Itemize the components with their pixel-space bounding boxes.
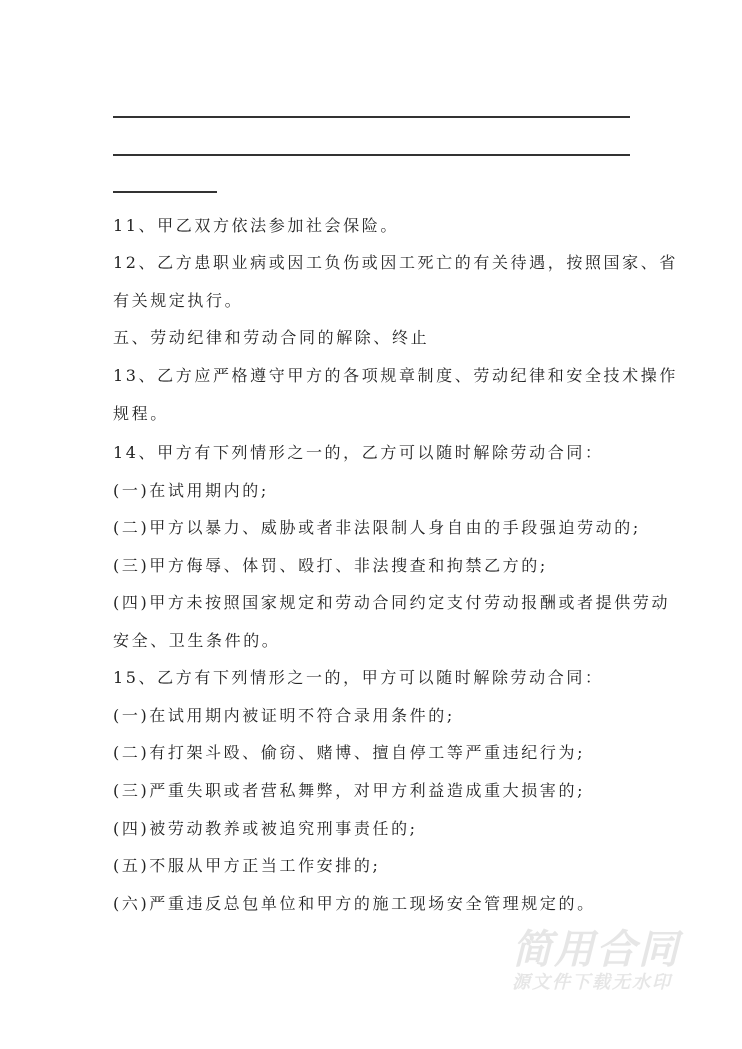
clause-13-cont: 规程。 xyxy=(113,404,169,423)
clause-14-item-cont: 安全、卫生条件的。 xyxy=(113,631,281,650)
blank-fill-line xyxy=(113,154,630,156)
clause-14-item: (一)在试用期内的; xyxy=(113,481,269,500)
clause-15-item: (三)严重失职或者营私舞弊，对甲方利益造成重大损害的; xyxy=(113,781,586,800)
clause-15-item: (二)有打架斗殴、偷窃、赌博、擅自停工等严重违纪行为; xyxy=(113,743,586,762)
watermark-subtitle: 源文件下载无水印 xyxy=(512,972,672,993)
clause-14-item: (四)甲方未按照国家规定和劳动合同约定支付劳动报酬或者提供劳动 xyxy=(113,593,671,612)
clause-15-item: (四)被劳动教养或被追究刑事责任的; xyxy=(113,819,418,838)
clause-14-item: (三)甲方侮辱、体罚、殴打、非法搜查和拘禁乙方的; xyxy=(113,556,548,575)
blank-fill-line xyxy=(113,116,630,118)
clause-15-item: (一)在试用期内被证明不符合录用条件的; xyxy=(113,706,455,725)
clause-15: 15、乙方有下列情形之一的，甲方可以随时解除劳动合同： xyxy=(113,668,604,687)
clause-11: 11、甲乙双方依法参加社会保险。 xyxy=(113,216,399,235)
watermark-logo: 简用合同 xyxy=(512,927,680,973)
clause-15-item: (五)不服从甲方正当工作安排的; xyxy=(113,856,381,875)
clause-15-item: (六)严重违反总包单位和甲方的施工现场安全管理规定的。 xyxy=(113,894,596,913)
clause-14-item: (二)甲方以暴力、威胁或者非法限制人身自由的手段强迫劳动的; xyxy=(113,518,641,537)
clause-12: 12、乙方患职业病或因工负伤或因工死亡的有关待遇，按照国家、省 xyxy=(113,253,678,272)
clause-13: 13、乙方应严格遵守甲方的各项规章制度、劳动纪律和安全技术操作 xyxy=(113,366,678,385)
blank-fill-line xyxy=(113,191,217,193)
section-heading-5: 五、劳动纪律和劳动合同的解除、终止 xyxy=(113,328,430,347)
clause-12-cont: 有关规定执行。 xyxy=(113,291,244,310)
clause-14: 14、甲方有下列情形之一的，乙方可以随时解除劳动合同： xyxy=(113,443,604,462)
